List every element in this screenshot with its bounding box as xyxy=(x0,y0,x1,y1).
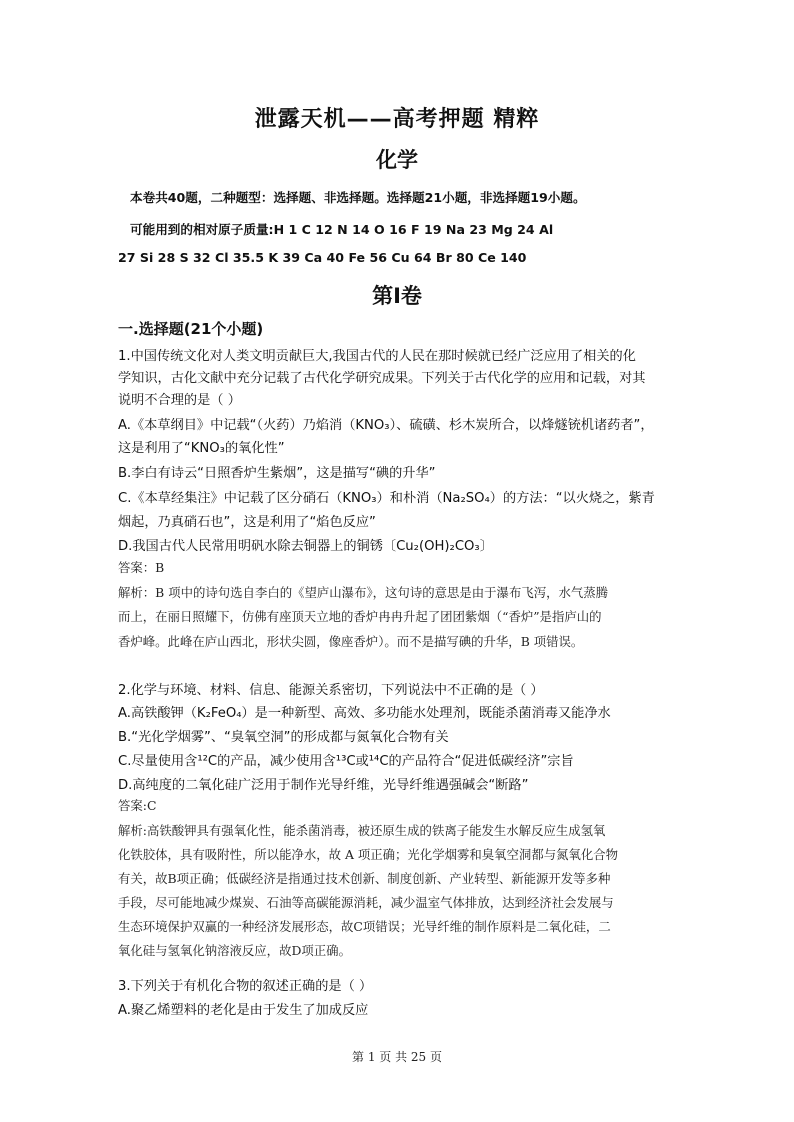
q1-stem-line-3: 说明不合理的是（ ） xyxy=(118,393,241,408)
q1-option-c-line-2: 烟起，乃真硝石也”，这是利用了“焰色反应” xyxy=(118,515,376,530)
q1-option-d: D.我国古代人民常用明矾水除去铜器上的铜锈〔Cu₂(OH)₂CO₃〕 xyxy=(118,539,493,554)
page-footer: 第 1 页 共 25 页 xyxy=(352,1050,442,1064)
part-title: 第Ⅰ卷 xyxy=(372,284,422,308)
atomic-masses-line-1: 可能用到的相对原子质量:H 1 C 12 N 14 O 16 F 19 Na 23 Mg 24 Al xyxy=(130,222,554,237)
q2-explanation-line-4: 手段，尽可能地减少煤炭、石油等高碳能源消耗，减少温室气体排放，达到经济社会发展与 xyxy=(118,895,614,910)
document-title: 泄露天机——高考押题 精粹 xyxy=(254,107,540,132)
section-heading: 一.选择题(21个小题) xyxy=(118,320,264,338)
q2-answer: 答案:C xyxy=(118,798,157,813)
q2-option-a: A.高铁酸钾（K₂FeO₄）是一种新型、高效、多功能水处理剂，既能杀菌消毒又能净水 xyxy=(118,706,611,721)
atomic-masses-line-2: 27 Si 28 S 32 Cl 35.5 K 39 Ca 40 Fe 56 Cu 64 Br 80 Ce 140 xyxy=(118,250,527,265)
q1-stem-line-2: 学知识，古化文献中充分记载了古代化学研究成果。下列关于古代化学的应用和记载，对其 xyxy=(118,371,646,386)
q1-option-a-line-2: 这是利用了“KNO₃的氧化性” xyxy=(118,441,285,456)
q2-explanation-line-1: 解析:高铁酸钾具有强氧化性，能杀菌消毒，被还原生成的铁离子能发生水解反应生成氢氧 xyxy=(118,823,606,838)
q1-option-a-line-1: A.《本草纲目》中记载“（火药）乃焰消（KNO₃）、硫磺、杉木炭所合，以烽燧铳机诸药者”， xyxy=(118,418,654,433)
q2-stem: 2.化学与环境、材料、信息、能源关系密切，下列说法中不正确的是（ ） xyxy=(118,683,544,698)
q3-stem: 3.下列关于有机化合物的叙述正确的是（ ） xyxy=(118,979,373,994)
q1-option-c-line-1: C.《本草经集注》中记载了区分硝石（KNO₃）和朴消（Na₂SO₄）的方法：“以火烧之，紫青 xyxy=(118,491,655,506)
q2-option-d: D.高纯度的二氧化硅广泛用于制作光导纤维，光导纤维遇强碱会“断路” xyxy=(118,778,529,793)
q1-explanation-line-2: 而上，在丽日照耀下，仿佛有座顶天立地的香炉冉冉升起了团团紫烟（“香炉”是指庐山的 xyxy=(118,609,602,624)
q2-explanation-line-3: 有关，故B项正确；低碳经济是指通过技术创新、制度创新、产业转型、新能源开发等多种 xyxy=(118,871,611,886)
q3-option-a: A.聚乙烯塑料的老化是由于发生了加成反应 xyxy=(118,1003,369,1018)
q1-answer: 答案：B xyxy=(118,560,165,575)
q1-explanation-line-1: 解析：B 项中的诗句选自李白的《望庐山瀑布》，这句诗的意思是由于瀑布飞泻，水气蒸腾 xyxy=(118,585,609,600)
q2-explanation-line-6: 氧化硅与氢氧化钠溶液反应，故D项正确。 xyxy=(118,943,351,958)
subject-title: 化学 xyxy=(376,148,418,172)
q1-option-b: B.李白有诗云“日照香炉生紫烟”，这是描写“碘的升华” xyxy=(118,466,436,481)
q2-explanation-line-5: 生态环境保护双赢的一种经济发展形态，故C项错误；光导纤维的制作原料是二氧化硅，二 xyxy=(118,919,611,934)
q2-option-b: B.“光化学烟雾”、“臭氧空洞”的形成都与氮氧化合物有关 xyxy=(118,730,449,745)
q2-explanation-line-2: 化铁胶体，具有吸附性，所以能净水，故 A 项正确；光化学烟雾和臭氧空洞都与氮氧化合物 xyxy=(118,847,619,862)
exam-info: 本卷共40题，二种题型：选择题、非选择题。选择题21小题，非选择题19小题。 xyxy=(130,190,586,205)
q1-stem-line-1: 1.中国传统文化对人类文明贡献巨大,我国古代的人民在那时候就已经广泛应用了相关的化 xyxy=(118,349,636,364)
q1-explanation-line-3: 香炉峰。此峰在庐山西北，形状尖圆，像座香炉）。而不是描写碘的升华，B 项错误。 xyxy=(118,634,584,649)
q2-option-c: C.尽量使用含¹²C的产品，减少使用含¹³C或¹⁴C的产品符合“促进低碳经济”宗旨 xyxy=(118,754,574,769)
